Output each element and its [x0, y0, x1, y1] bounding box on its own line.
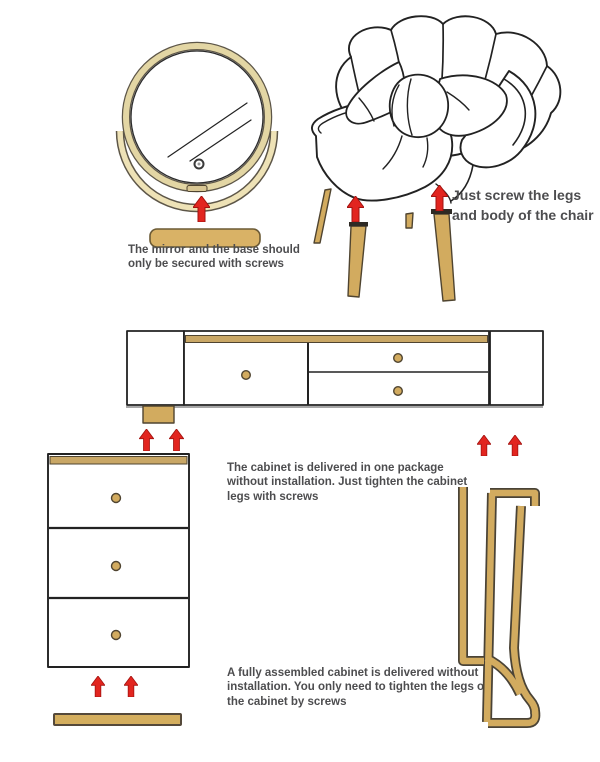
- screw-direction-arrow-icon: [431, 185, 448, 211]
- chair-caption-line: Just screw the legs: [452, 187, 582, 203]
- screw-direction-arrow-icon: [91, 676, 105, 697]
- drawer-knob: [394, 387, 403, 396]
- tall-cabinet-illustration: [40, 448, 200, 672]
- cabinet-gold-base-bar: [53, 713, 182, 726]
- screw-direction-arrow-icon: [124, 676, 138, 697]
- screw-direction-arrow-icon: [508, 435, 522, 456]
- screw-direction-arrow-icon: [193, 196, 210, 222]
- chair-caption-line: and body of the chair: [452, 207, 594, 223]
- screw-direction-arrow-icon: [347, 196, 364, 222]
- drawer-knob: [242, 371, 251, 380]
- drawer-knob: [112, 494, 121, 503]
- wide-cabinet-gold-trim: [186, 336, 488, 343]
- drawer-knob: [112, 631, 121, 640]
- wide-cabinet-caption-line: without installation. Just tighten the cabinet: [227, 476, 468, 489]
- mirror-caption: [128, 243, 298, 272]
- tall-cabinet-caption-line: A fully assembled cabinet is delivered without: [227, 667, 479, 679]
- wide-cabinet-caption-line: legs with screws: [227, 490, 319, 503]
- chair-caption: [452, 185, 594, 225]
- drawer-knob: [112, 562, 121, 571]
- tall-cabinet-caption: [227, 666, 488, 709]
- cabinet-leg-frame: [463, 487, 535, 723]
- chair-front-right-leg: [434, 214, 455, 301]
- wide-cabinet-illustration: [120, 325, 550, 427]
- tall-cabinet-caption-line: installation. You only need to tighten the legs of: [227, 681, 488, 694]
- mirror-touch-button: [195, 160, 204, 169]
- chair-back-left-leg: [314, 189, 331, 243]
- chair-front-left-leg: [348, 226, 366, 297]
- wide-cabinet-gold-foot: [143, 406, 174, 423]
- chair-front-left-leg-plate: [349, 222, 368, 227]
- wide-cabinet-right-panel: [490, 331, 543, 405]
- wide-cabinet-caption: [227, 461, 468, 504]
- mirror-caption-line: only be secured with screws: [128, 258, 284, 271]
- tall-cabinet-caption-line: the cabinet by screws: [227, 695, 347, 708]
- screw-direction-arrow-icon: [477, 435, 491, 456]
- mirror-mount-tab: [187, 186, 207, 192]
- wide-cabinet-left-panel: [127, 331, 184, 405]
- drawer-knob: [394, 354, 403, 363]
- chair-illustration: [290, 8, 594, 318]
- cabinet-leg-frame-illustration: [448, 478, 550, 730]
- mirror-caption-line: The mirror and the base should: [128, 244, 300, 256]
- tall-cabinet-gold-trim: [50, 457, 187, 465]
- chair-back-right-leg: [406, 213, 413, 228]
- wide-cabinet-caption-line: The cabinet is delivered in one package: [227, 462, 444, 474]
